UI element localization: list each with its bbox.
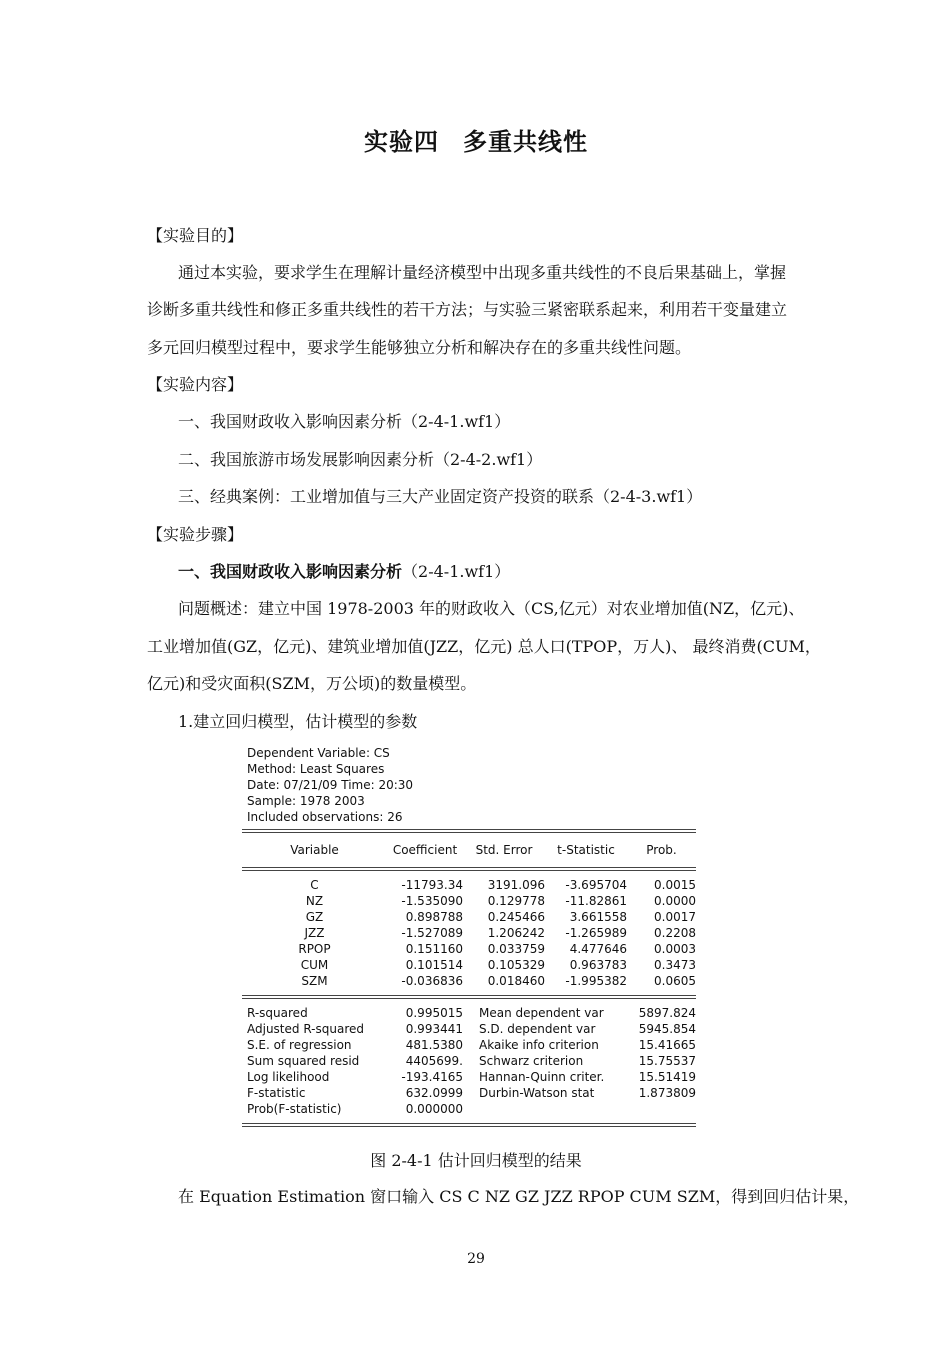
header-line: Date: 07/21/09 Time: 20:30 (247, 778, 414, 792)
rule (242, 995, 696, 999)
section1-title-text: 一、我国财政收入影响因素分析 (178, 562, 403, 581)
stats-row: Adjusted R-squared 0.993441 S.D. dependent var 5945.854 (247, 1022, 696, 1036)
header-line: Included observations: 26 (247, 810, 403, 824)
section1-title-ref: （2-4-1.wf1） (402, 562, 511, 581)
table-row: JZZ -1.527089 1.206242 -1.265989 0.2208 (304, 926, 696, 940)
header-line: Dependent Variable: CS (247, 746, 390, 760)
stats-row: R-squared 0.995015 Mean dependent var 5897.824 (247, 1006, 696, 1020)
content-item-3: 三、经典案例：工业增加值与三大产业固定资产投资的联系（2-4-3.wf1） (178, 487, 703, 506)
col-header: Coefficient (392, 843, 458, 857)
table-row: C -11793.34 3191.096 -3.695704 0.0015 (310, 878, 696, 892)
purpose-line-1: 通过本实验，要求学生在理解计量经济模型中出现多重共线性的不良后果基础上，掌握 (178, 263, 787, 282)
title-part1: 实验四 (364, 128, 439, 156)
table-header-row (242, 833, 696, 867)
coefficient-table (242, 833, 696, 867)
purpose-line-3: 多元回归模型过程中，要求学生能够独立分析和解决存在的多重共线性问题。 (147, 338, 692, 357)
page-title (0, 122, 952, 157)
page-number: 29 (467, 1251, 485, 1267)
title-part2: 多重共线性 (463, 128, 588, 156)
stats-row: Log likelihood -193.4165 Hannan-Quinn criter. 15.51419 (247, 1070, 696, 1084)
col-header: Std. Error (475, 843, 533, 857)
table-row: NZ -1.535090 0.129778 -11.82861 0.0000 (305, 894, 696, 908)
content-item-2: 二、我国旅游市场发展影响因素分析（2-4-2.wf1） (178, 450, 543, 469)
stats-row: Sum squared resid 4405699. Schwarz criterion 15.75537 (247, 1054, 696, 1068)
steps-heading: 【实验步骤】 (147, 525, 244, 544)
table-row: CUM 0.101514 0.105329 0.963783 0.3473 (300, 958, 696, 972)
section1-title (178, 562, 510, 582)
content-item-1: 一、我国财政收入影响因素分析（2-4-1.wf1） (178, 412, 511, 431)
col-header: Prob. (646, 843, 677, 857)
figure-caption: 图 2-4-1 估计回归模型的结果 (370, 1151, 582, 1170)
header-line: Method: Least Squares (247, 762, 385, 776)
stats-row: S.E. of regression 481.5380 Akaike info criterion 15.41665 (247, 1038, 696, 1052)
table-row: GZ 0.898788 0.245466 3.661558 0.0017 (305, 910, 696, 924)
col-header: t-Statistic (557, 843, 615, 857)
stats-row: Prob(F-statistic) 0.000000 (247, 1102, 463, 1116)
table-row: SZM -0.036836 0.018460 -1.995382 0.0605 (301, 974, 696, 988)
final-paragraph-line: 在 Equation Estimation 窗口输入 CS C NZ GZ JZZ RPOP CUM SZM，得到回归估计果， (178, 1187, 860, 1206)
summary-statistics (242, 1005, 696, 1117)
problem-line-2: 工业增加值(GZ，亿元)、建筑业增加值(JZZ，亿元) 总人口(TPOP，万人)、 最终消费(CUM， (147, 637, 821, 656)
regression-header (242, 745, 696, 825)
purpose-heading: 【实验目的】 (147, 226, 244, 245)
regression-output (242, 745, 696, 1127)
table-row: RPOP 0.151160 0.033759 4.477646 0.0003 (298, 942, 696, 956)
coefficient-rows (242, 877, 696, 989)
stats-row: F-statistic 632.0999 Durbin-Watson stat 1.873809 (247, 1086, 696, 1100)
content-heading: 【实验内容】 (147, 375, 244, 394)
step1-text: 1.建立回归模型，估计模型的参数 (178, 712, 418, 731)
header-line: Sample: 1978 2003 (247, 794, 365, 808)
problem-line-3: 亿元)和受灾面积(SZM，万公顷)的数量模型。 (147, 674, 477, 693)
col-header: Variable (290, 843, 339, 857)
rule (242, 867, 696, 871)
rule (242, 1123, 696, 1127)
purpose-line-2: 诊断多重共线性和修正多重共线性的若干方法；与实验三紧密联系起来，利用若干变量建立 (147, 300, 788, 319)
problem-line-1: 问题概述：建立中国 1978-2003 年的财政收入（CS,亿元）对农业增加值(NZ，亿元)、 (178, 599, 805, 618)
